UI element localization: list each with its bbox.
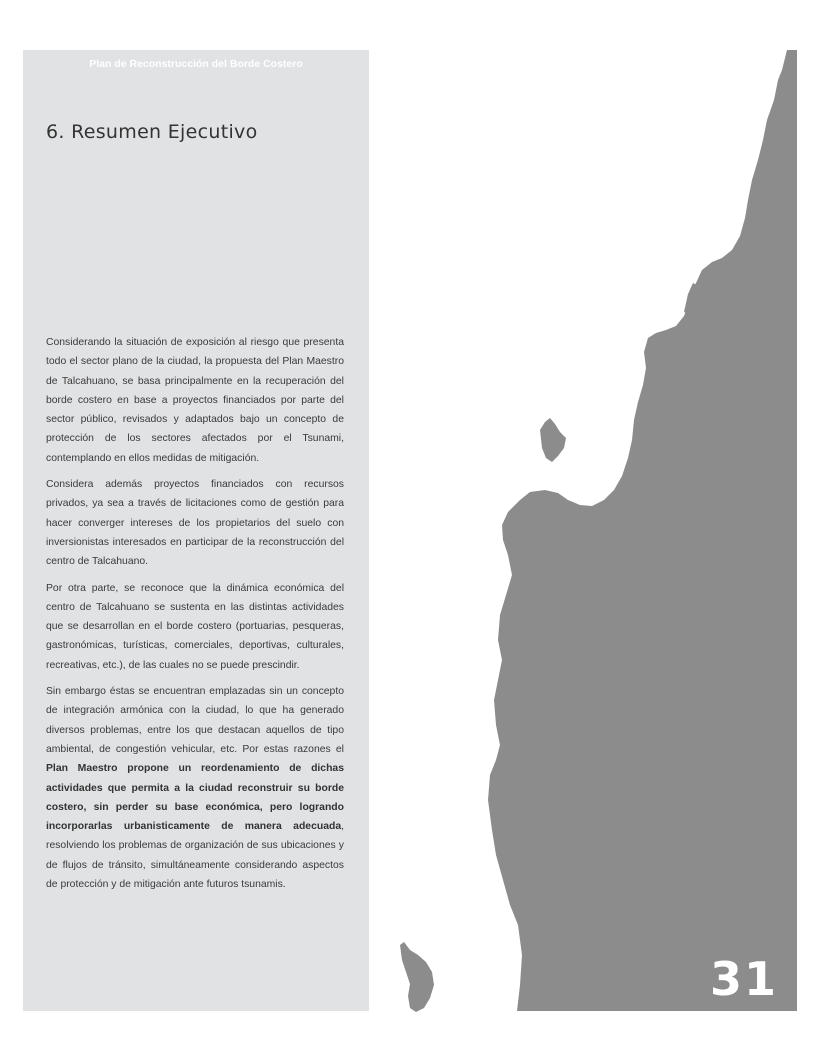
section-heading <box>46 121 258 143</box>
bay-island <box>540 418 566 462</box>
text-panel <box>23 50 369 1011</box>
paragraph-3: Por otra parte, se reconoce que la dinámica económica del centro de Talcahuano se sustenta en las distintas actividades que se desarrollan en el borde costero (portuarias, pesqueras, gastronómicas, turísticas, comerciales, deportivas, culturales, recreativas, etc.), de las cuales no se puede prescindir. <box>46 582 344 671</box>
document-title: Plan de Reconstrucción del Borde Costero <box>89 58 303 70</box>
paragraph-4-end: , resolviendo los problemas de organización de sus ubicaciones y de flujos de tránsito, simultáneamente considerando aspectos de protección y de mitigación ante futuros tsunamis. <box>46 821 344 891</box>
southern-island <box>400 942 434 1012</box>
paragraph-4-intro: Sin embargo éstas se encuentran emplazadas sin un concepto de integración armónica con la ciudad, lo que ha generado diversos problemas, entre los que destacan aquellos de tipo ambiental, de congestión vehicular, etc. Por estas razones el <box>46 686 344 755</box>
paragraph-4-emphasis: Plan Maestro propone un reordenamiento de dichas actividades que permita a la ciudad reconstruir su borde costero, sin perder su base económica, pero logrando incorporarlas urbanisticamente de manera adecuada <box>46 763 344 833</box>
paragraph-2: Considera además proyectos financiados con recursos privados, ya sea a través de licitaciones como de gestión para hacer converger intereses de los propietarios del suelo con inversionistas interesados en participar de la reconstrucción del centro de Talcahuano. <box>46 479 344 568</box>
section-title: Resumen Ejecutivo <box>71 121 258 143</box>
paragraph-4 <box>46 682 344 894</box>
executive-summary-body <box>46 333 344 901</box>
document-code: PRBC18 <box>705 61 774 80</box>
page-number: 31 <box>709 952 778 1006</box>
paragraph-1: Considerando la situación de exposición al riesgo que presenta todo el sector plano de la ciudad, la propuesta del Plan Maestro de Talcahuano, se basa principalmente en la recuperación del borde costero en base a proyectos financiados por parte del sector público, revisados y adaptados bajo un concepto de protección de los sectores afectados por el Tsunami, contemplando en ellos medidas de mitigación. <box>46 337 344 464</box>
section-number: 6. <box>46 121 65 143</box>
mainland-landmass <box>488 50 797 1011</box>
